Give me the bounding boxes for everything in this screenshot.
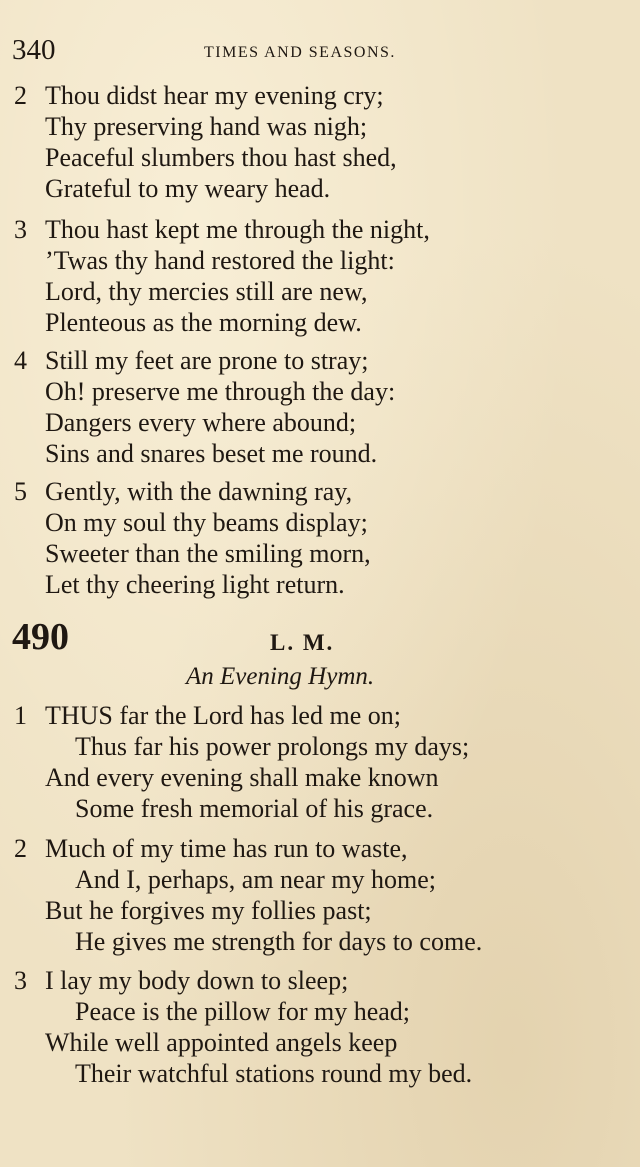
verse-line: Let thy cheering light return. [45, 570, 345, 599]
verse-line: Thus far his power prolongs my days; [75, 732, 470, 761]
verse-line: Peaceful slumbers thou hast shed, [45, 143, 397, 172]
verse-line: And every evening shall make known [45, 763, 439, 792]
verse-line: Thy preserving hand was nigh; [45, 112, 368, 141]
verse-line: He gives me strength for days to come. [75, 927, 483, 956]
running-head: TIMES AND SEASONS. [204, 44, 396, 61]
verse-line: While well appointed angels keep [45, 1028, 398, 1057]
verse-line: Grateful to my weary head. [45, 174, 331, 203]
verse-line: Thou hast kept me through the night, [45, 215, 430, 244]
verse-line: Oh! preserve me through the day: [45, 377, 396, 406]
prev-hymn-verse-4 [14, 345, 624, 469]
verse-line: Gently, with the dawning ray, [45, 477, 353, 506]
verse-line: ’Twas thy hand restored the light: [45, 246, 395, 275]
page-number: 340 [12, 34, 56, 66]
verse-number: 3 [14, 966, 27, 995]
verse-line: Sins and snares beset me round. [45, 439, 378, 468]
verse-line: I lay my body down to sleep; [45, 966, 349, 995]
verse-line: Much of my time has run to waste, [45, 834, 408, 863]
verse-number: 5 [14, 477, 27, 506]
prev-hymn-verse-5 [14, 476, 624, 600]
verse-line: Lord, thy mercies still are new, [45, 277, 368, 306]
verse-number: 2 [14, 834, 27, 863]
hymn-verse-3 [14, 965, 624, 1089]
verse-line: Their watchful stations round my bed. [75, 1059, 473, 1088]
verse-line: On my soul thy beams display; [45, 508, 368, 537]
verse-number: 3 [14, 215, 27, 244]
prev-hymn-verse-2 [14, 80, 624, 204]
hymn-title: An Evening Hymn. [186, 663, 375, 690]
hymn-verse-1 [14, 700, 624, 824]
verse-line: Still my feet are prone to stray; [45, 346, 369, 375]
verse-number: 4 [14, 346, 27, 375]
verse-line: Dangers every where abound; [45, 408, 357, 437]
verse-number: 2 [14, 81, 27, 110]
verse-line: But he forgives my follies past; [45, 896, 372, 925]
prev-hymn-verse-3 [14, 214, 624, 338]
verse-line: Some fresh memorial of his grace. [75, 794, 434, 823]
verse-line: Thou didst hear my evening cry; [45, 81, 384, 110]
page-header [12, 32, 612, 72]
hymn-verse-2 [14, 833, 624, 957]
verse-line: Peace is the pillow for my head; [75, 997, 411, 1026]
verse-number: 1 [14, 701, 27, 730]
verse-line: Plenteous as the morning dew. [45, 308, 362, 337]
verse-line: Sweeter than the smiling morn, [45, 539, 371, 568]
verse-line: THUS far the Lord has led me on; [45, 701, 401, 730]
hymn-number: 490 [12, 616, 69, 658]
verse-line: And I, perhaps, am near my home; [75, 865, 437, 894]
hymn-meter: L. M. [270, 630, 335, 655]
